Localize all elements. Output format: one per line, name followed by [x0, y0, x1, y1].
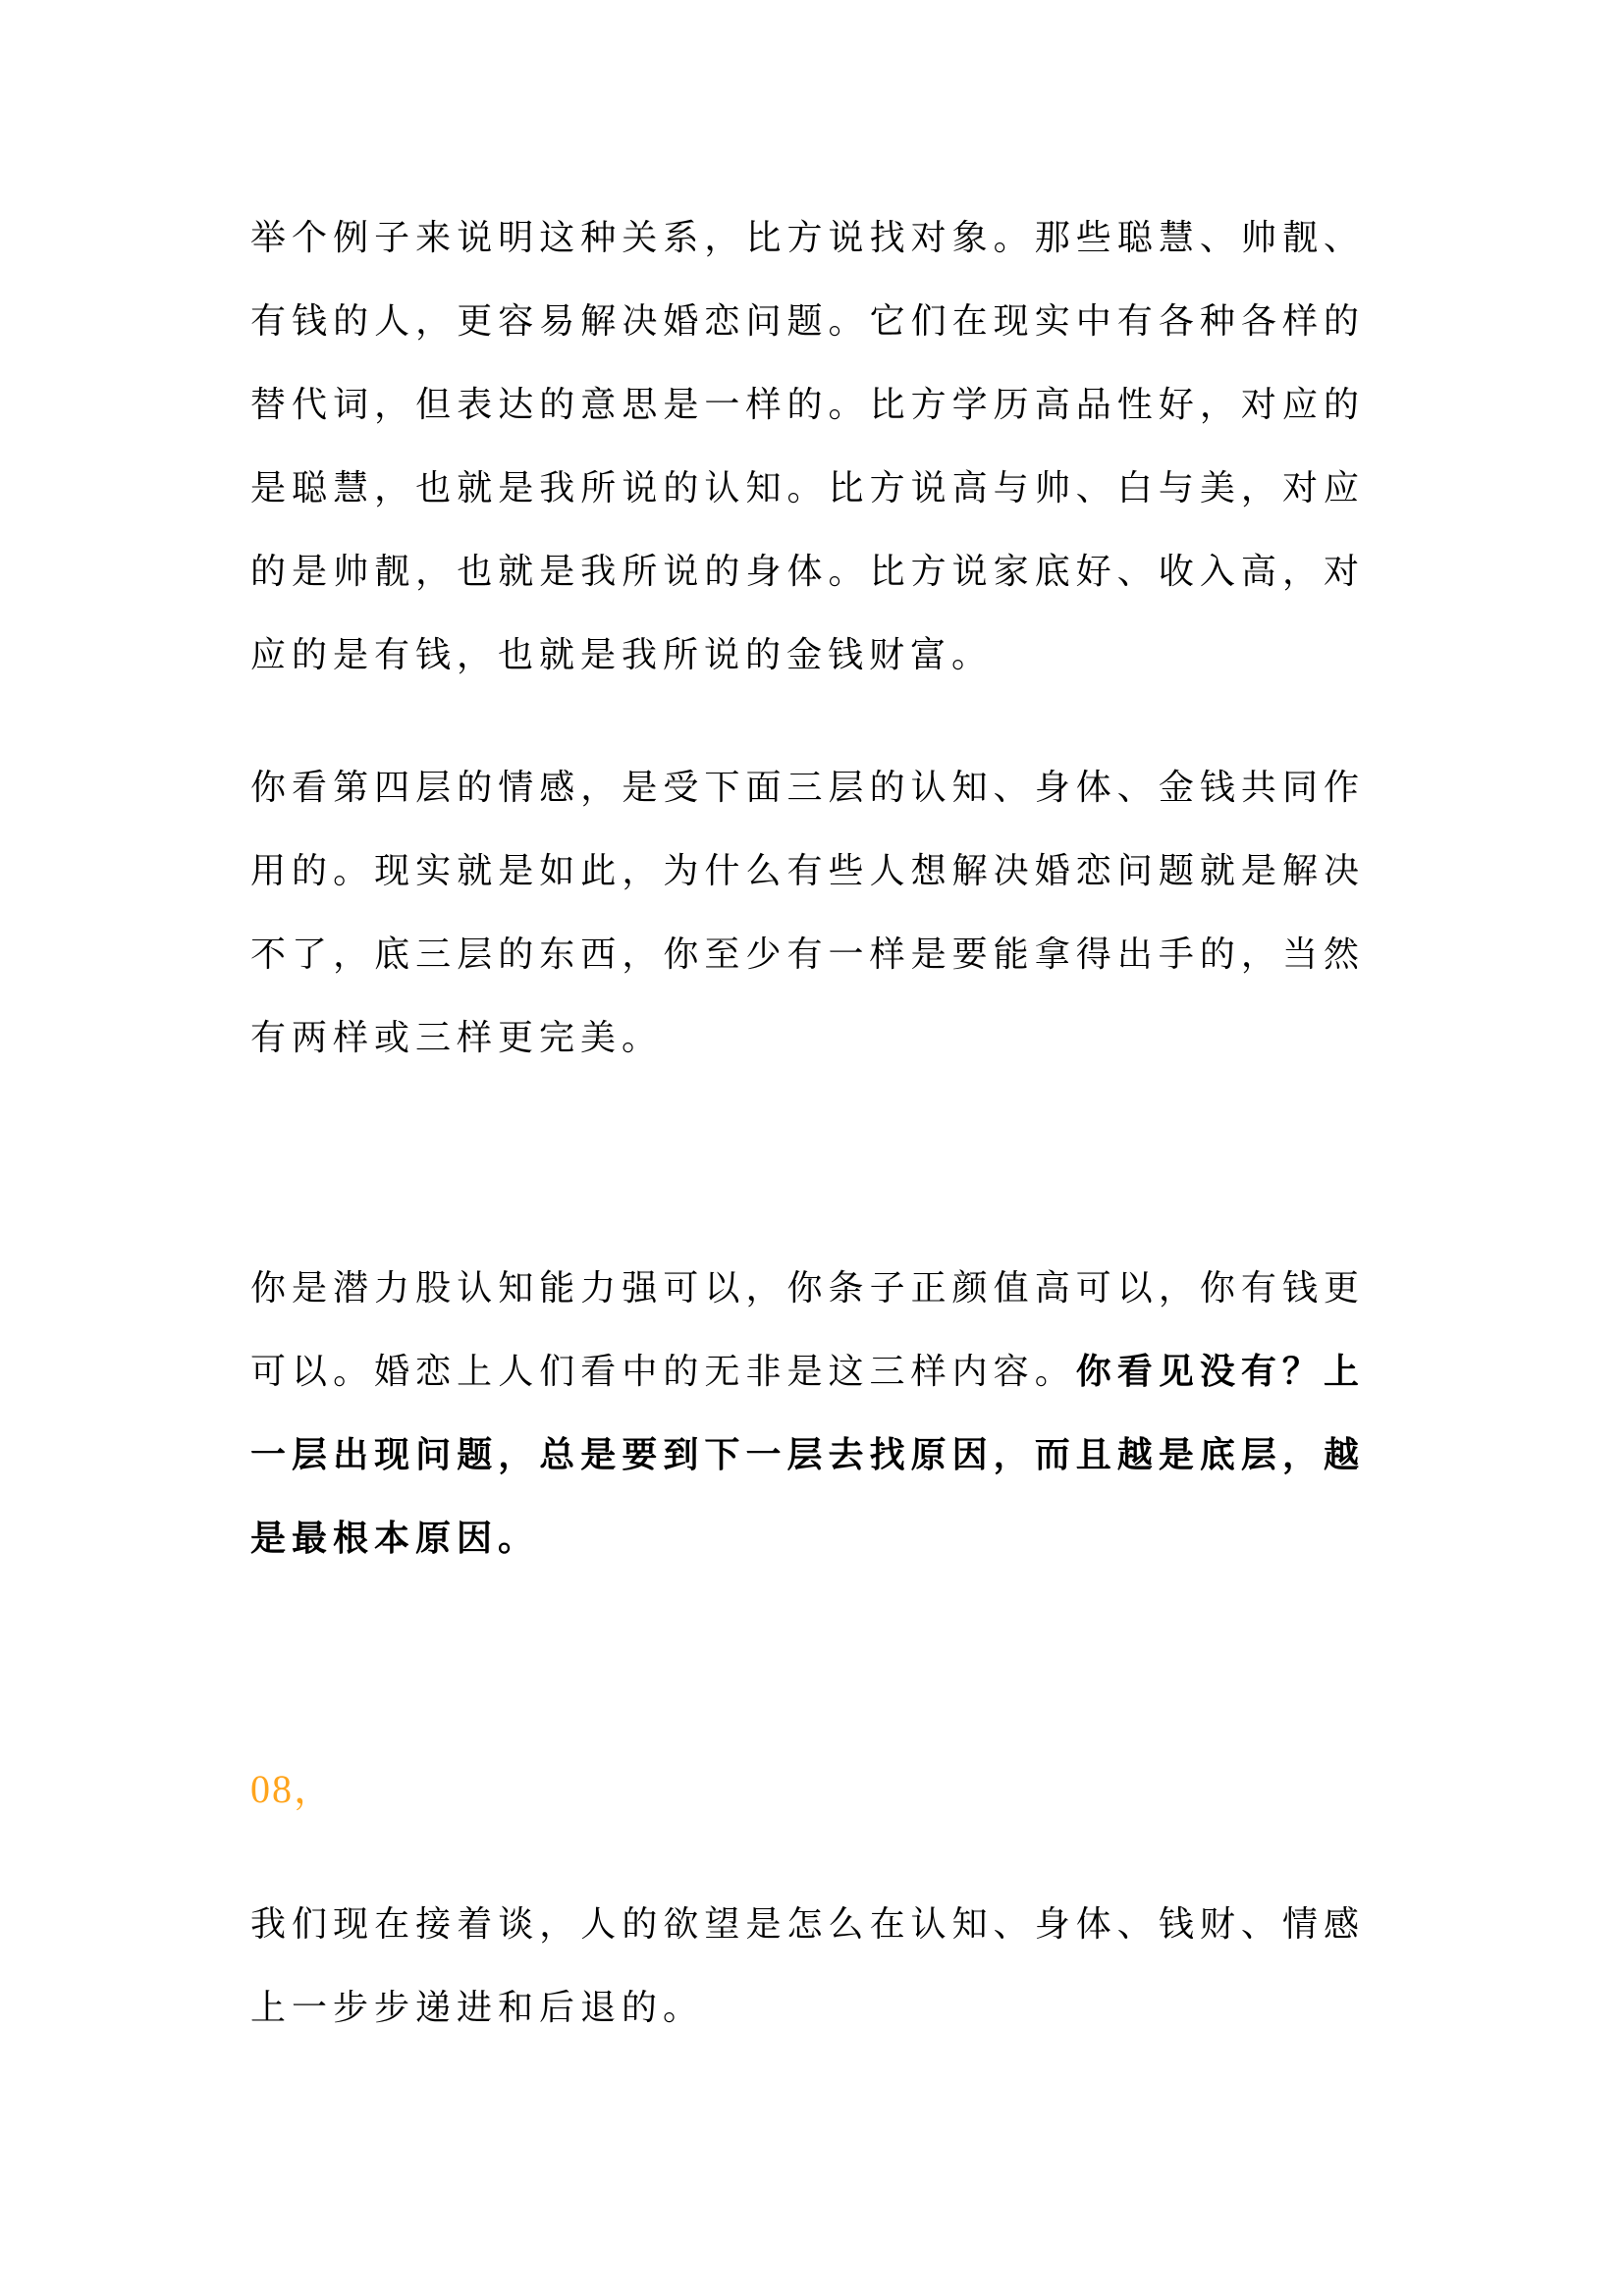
text-run: 举个例子来说明这种关系，比方说找对象。那些聪慧、帅靓、有钱的人，更容易解决婚恋问题。它们在现实中有各种各样的替代词，但表达的意思是一样的。比方学历高品性好，对应的是聪慧，也就是我所说的认知。比方说高与帅、白与美，对应的是帅靓，也就是我所说的身体。比方说家底好、收入高，对应的是有钱，也就是我所说的金钱财富。 — [250, 218, 1365, 674]
paragraph-fourth-layer-emotion — [250, 746, 1365, 1080]
section-number-heading: 08， — [250, 1767, 335, 1811]
text-run: 你看第四层的情感，是受下面三层的认知、身体、金钱共同作用的。现实就是如此，为什么有些人想解决婚恋问题就是解决不了，底三层的东西，你至少有一样是要能拿得出手的，当然有两样或三样更完美。 — [250, 768, 1365, 1057]
paragraph-three-things — [250, 1247, 1365, 1580]
text-run: 你是潜力股认知能力强可以，你条子正颜值高可以，你有钱更可以。婚恋上人们看中的无非是这三样内容。 — [250, 1268, 1365, 1391]
paragraph-desire-progression — [250, 1883, 1365, 2050]
bold-text-run: 你看见没有？上一层出现问题，总是要到下一层去找原因，而且越是底层，越是最根本原因。 — [250, 1352, 1365, 1558]
blank-line-spacer — [250, 1129, 1365, 1247]
text-run: 我们现在接着谈，人的欲望是怎么在认知、身体、钱财、情感上一步步递进和后退的。 — [250, 1904, 1365, 2027]
paragraph-example-relationship — [250, 196, 1365, 697]
